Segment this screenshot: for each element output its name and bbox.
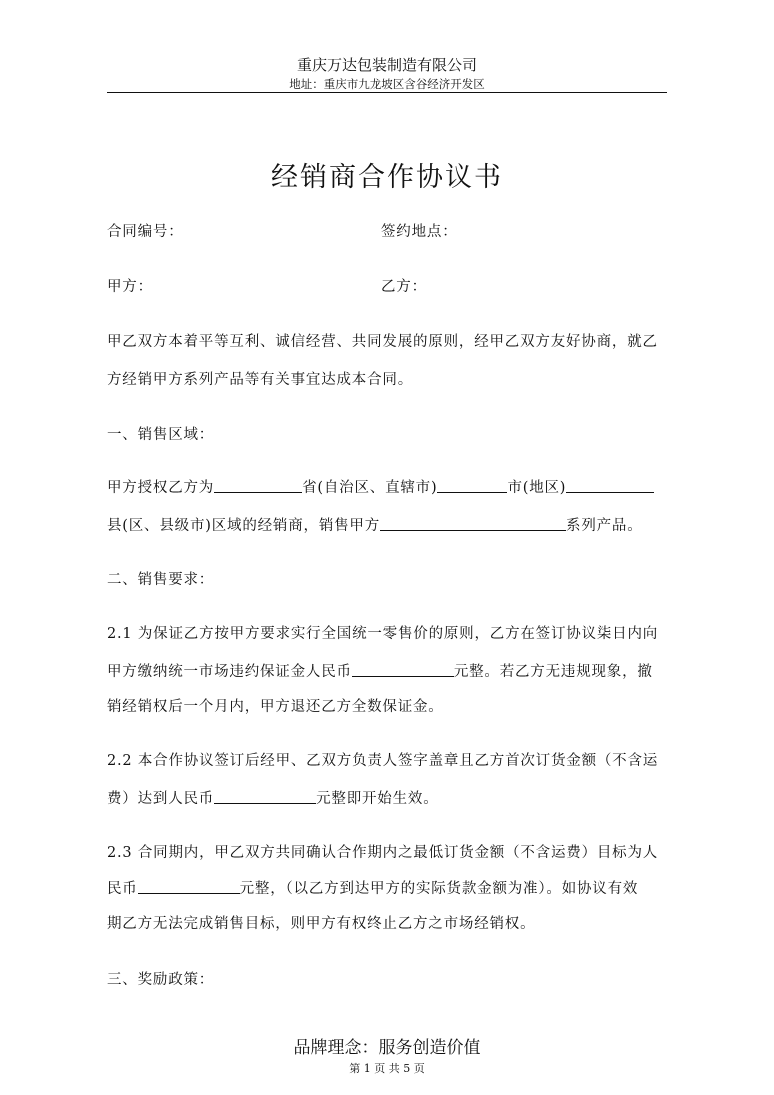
clause-2-3-text-b: 元整，（以乙方到达甲方的实际货款金额为准）。如协议有效 [239,881,639,897]
header-divider [107,92,667,93]
minimum-order-amount-blank[interactable] [138,879,240,894]
sales-region-text-d: 县(区、县级市)区域的经销商，销售甲方 [107,518,381,534]
document-title: 经销商合作协议书 [271,162,503,193]
sales-region-text-c: 市(地区) [507,480,567,496]
county-blank[interactable] [566,478,654,493]
sales-region-text-a: 甲方授权乙方为 [107,480,215,496]
clause-2-3-line-3: 期乙方无法完成销售目标，则甲方有权终止乙方之市场经销权。 [107,916,536,932]
clause-2-2-text-a: 费）达到人民币 [107,791,215,807]
contract-number-label: 合同编号： [107,224,184,240]
clause-2-2-line-1: 2.2 本合作协议签订后经甲、乙双方负责人签字盖章且乙方首次订货金额（不含运 [107,753,659,769]
section-2-heading: 二、销售要求： [107,572,215,588]
party-b-label: 乙方： [381,279,427,295]
clause-2-1-line-3: 销经销权后一个月内，甲方退还乙方全数保证金。 [107,699,444,715]
section-1-heading: 一、销售区域： [107,427,215,443]
product-series-blank[interactable] [380,516,566,531]
clause-2-2-line-2 [107,787,439,808]
intro-line-2: 方经销甲方系列产品等有关事宜达成本合同。 [107,372,413,388]
intro-line-1: 甲乙双方本着平等互利、诚信经营、共同发展的原则，经甲乙双方友好协商，就乙 [107,334,658,350]
sales-region-line-1 [107,476,654,497]
clause-2-2-text-b: 元整即开始生效。 [316,791,439,807]
clause-2-3-text-a: 民币 [107,881,138,897]
clause-2-1-line-1: 2.1 为保证乙方按甲方要求实行全国统一零售价的原则，乙方在签订协议柒日内向 [107,626,659,642]
company-name: 重庆万达包装制造有限公司 [296,56,477,74]
clause-2-1-text-a: 甲方缴纳统一市场违约保证金人民币 [107,664,352,680]
province-blank[interactable] [214,478,302,493]
clause-2-1-line-2 [107,660,653,681]
clause-2-1-text-b: 元整。若乙方无违规现象，撤 [453,664,653,680]
company-address: 地址：重庆市九龙坡区含谷经济开发区 [289,77,485,91]
first-order-amount-blank[interactable] [214,789,316,804]
sales-region-line-2 [107,514,643,535]
sales-region-text-b: 省(自治区、直辖市) [302,480,438,496]
party-a-label: 甲方： [107,279,153,295]
deposit-amount-blank[interactable] [352,662,454,677]
clause-2-3-line-2 [107,877,638,898]
page-number: 第 1 页 共 5 页 [349,1062,425,1075]
footer-slogan: 品牌理念：服务创造价值 [293,1038,481,1058]
sales-region-text-e: 系列产品。 [566,518,643,534]
signing-place-label: 签约地点： [381,224,458,240]
section-3-heading: 三、奖励政策： [107,972,215,988]
clause-2-3-line-1: 2.3 合同期内，甲乙双方共同确认合作期内之最低订货金额（不含运费）目标为人 [107,845,659,861]
city-blank[interactable] [437,478,507,493]
